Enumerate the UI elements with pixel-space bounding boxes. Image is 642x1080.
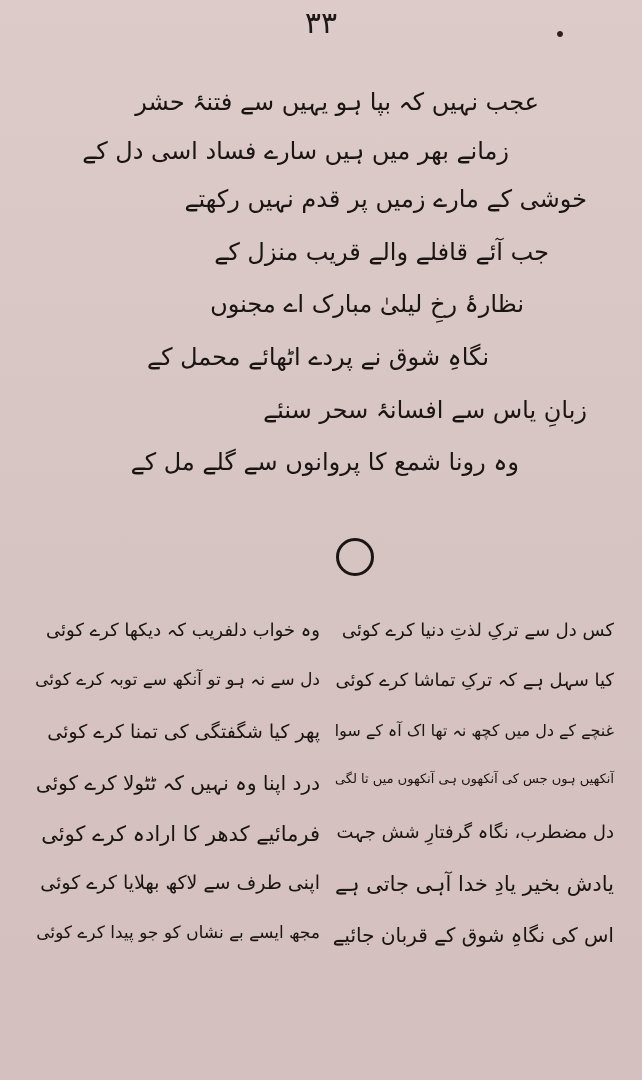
ink-dot bbox=[557, 31, 563, 37]
verse-first-line: آنکھیں ہوں جس کی آنکھوں ہی آنکھوں میں تا لگی bbox=[334, 772, 614, 787]
verse-line: عجب نہیں کہ بپا ہو یہیں سے فتنۂ حشر bbox=[135, 88, 539, 116]
verse-second-line: پھر کیا شگفتگی کی تمنا کرے کوئی bbox=[47, 721, 320, 743]
verse-second-line: درد اپنا وہ نہیں کہ ٹٹولا کرے کوئی bbox=[35, 771, 320, 795]
verse-first-line: کیا سہل ہے کہ ترکِ تماشا کرے کوئی bbox=[335, 670, 614, 691]
verse-second-line: مجھ ایسے بے نشاں کو جو پیدا کرے کوئی bbox=[36, 923, 320, 943]
verse-line: خوشی کے مارے زمیں پر قدم نہیں رکھتے bbox=[184, 185, 587, 213]
verse-second-line: فرمائیے کدھر کا ارادہ کرے کوئی bbox=[41, 822, 320, 846]
verse-first-line: دل مضطرب، نگاہ گرفتارِ شش جہت bbox=[336, 822, 614, 843]
verse-line: زمانے بھر میں ہیں سارے فساد اسی دل کے bbox=[82, 137, 509, 165]
verse-second-line: وہ خواب دلفریب کہ دیکھا کرے کوئی bbox=[46, 620, 320, 641]
verse-first-line: یادش بخیر یادِ خدا آہی جاتی ہے bbox=[334, 872, 614, 896]
section-divider-circle bbox=[336, 538, 374, 576]
verse-line: جب آئے قافلے والے قریب منزل کے bbox=[214, 238, 549, 266]
verse-first-line: غنچے کے دل میں کچھ نہ تھا اک آہ کے سوا bbox=[334, 721, 614, 740]
verse-second-line: دل سے نہ ہو تو آنکھ سے توبہ کرے کوئی bbox=[35, 670, 320, 690]
page-number: ۳۳ bbox=[304, 6, 338, 41]
verse-first-line: اس کی نگاہِ شوق کے قربان جائیے bbox=[332, 923, 614, 947]
verse-line: وہ رونا شمع کا پروانوں سے گلے مل کے bbox=[130, 448, 519, 476]
verse-second-line: اپنی طرف سے لاکھ بھلایا کرے کوئی bbox=[40, 872, 320, 894]
verse-first-line: کس دل سے ترکِ لذتِ دنیا کرے کوئی bbox=[341, 620, 614, 641]
verse-line: زبانِ یاس سے افسانۂ سحر سنئے bbox=[263, 396, 587, 424]
verse-line: نگاہِ شوق نے پردے اٹھائے محمل کے bbox=[147, 343, 489, 371]
verse-line: نظارۂ رخِ لیلیٰ مبارک اے مجنوں bbox=[210, 290, 524, 318]
